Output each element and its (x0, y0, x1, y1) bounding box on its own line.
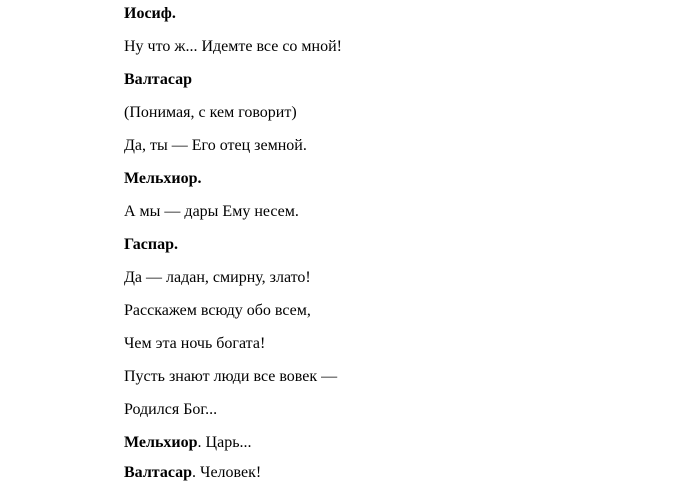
dialogue-text: Да — ладан, смирну, злато! (124, 269, 311, 286)
speaker-line (124, 169, 202, 189)
dialogue-line (124, 37, 342, 57)
dialogue-line (124, 202, 299, 222)
dialogue-line (124, 367, 337, 387)
speaker-line (124, 463, 261, 483)
dialogue-text: Ну что ж... Идемте все со мной! (124, 38, 342, 55)
speaker-line (124, 4, 176, 24)
dialogue-text: Расскажем всюду обо всем, (124, 302, 311, 319)
speaker-name: Валтасар (124, 464, 193, 481)
speaker-line (124, 433, 252, 453)
dialogue-text: Да, ты — Его отец земной. (124, 137, 307, 154)
dialogue-line (124, 334, 265, 354)
speaker-name: Мельхиор (124, 434, 198, 451)
dialogue-text: Родился Бог... (124, 401, 218, 418)
dialogue-line (124, 268, 311, 288)
dialogue-line (124, 136, 307, 156)
speaker-name: Гаспар. (124, 236, 178, 253)
stage-direction-line (124, 103, 297, 123)
dialogue-text: Чем эта ночь богата! (124, 335, 266, 352)
dialogue-text: . Царь... (197, 434, 252, 451)
dialogue-text: . Человек! (192, 464, 262, 481)
speaker-name: Иосиф. (124, 5, 176, 22)
speaker-line (124, 70, 192, 90)
dialogue-line (124, 301, 311, 321)
dialogue-text: Пусть знают люди все вовек — (124, 368, 338, 385)
speaker-line (124, 235, 178, 255)
speaker-name: Валтасар (124, 71, 193, 88)
speaker-name: Мельхиор. (124, 170, 202, 187)
stage-direction: (Понимая, с кем говорит) (124, 104, 297, 121)
dialogue-line (124, 400, 217, 420)
dialogue-text: А мы — дары Ему несем. (124, 203, 299, 220)
